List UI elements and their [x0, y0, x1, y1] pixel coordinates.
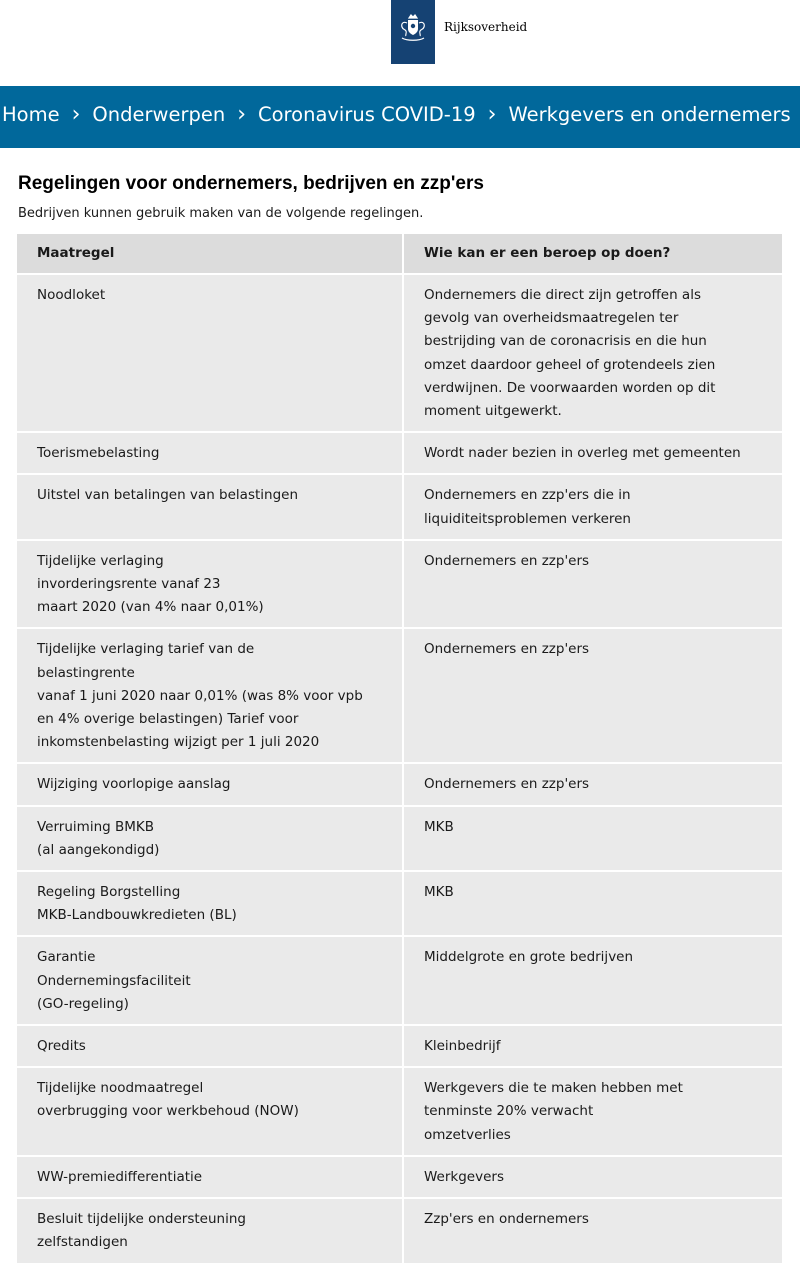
chevron-right-icon: ›: [71, 102, 81, 127]
cell-who: [404, 433, 782, 475]
cell-measure: [17, 807, 404, 872]
table-row: [17, 629, 782, 764]
table-row: [17, 475, 782, 540]
table-row: [17, 872, 782, 937]
breadcrumb-onderwerpen[interactable]: Onderwerpen: [92, 103, 226, 126]
cell-text-line: liquiditeitsproblemen verkeren: [424, 510, 631, 527]
cell-text-line: Regeling Borgstelling: [37, 884, 181, 901]
cell-measure: [17, 1068, 404, 1157]
cell-text-line: Uitstel van betalingen van belastingen: [37, 487, 299, 504]
cell-who: [404, 764, 782, 806]
cell-measure: [17, 433, 404, 475]
cell-measure: [17, 1026, 404, 1068]
cell-text-line: Tijdelijke verlaging: [37, 552, 164, 569]
cell-who: [404, 937, 782, 1026]
cell-text-line: Tijdelijke verlaging tarief van de: [37, 641, 255, 658]
cell-text-line: en 4% overige belastingen) Tarief voor: [37, 711, 299, 728]
table-body: [17, 275, 782, 1265]
table-header-row: [17, 234, 782, 275]
cell-who: [404, 1026, 782, 1068]
cell-who: [404, 807, 782, 872]
cell-who: [404, 1068, 782, 1157]
cell-text-line: gevolg van overheidsmaatregelen ter: [424, 310, 679, 327]
page-title: Regelingen voor ondernemers, bedrijven en zzp'ers: [18, 173, 484, 194]
table-row: [17, 1026, 782, 1068]
cell-measure: [17, 541, 404, 630]
cell-text-line: verdwijnen. De voorwaarden worden op dit: [424, 379, 716, 396]
cell-text-line: maart 2020 (van 4% naar 0,01%): [37, 599, 264, 616]
table-row: [17, 807, 782, 872]
cell-text-line: Zzp'ers en ondernemers: [424, 1211, 589, 1228]
cell-measure: [17, 764, 404, 806]
column-header-who: Wie kan er een beroep op doen?: [404, 234, 782, 275]
cell-who: [404, 1157, 782, 1199]
breadcrumb-werkgevers[interactable]: Werkgevers en ondernemers: [508, 103, 791, 126]
cell-measure: [17, 275, 404, 433]
cell-text-line: omzetverlies: [424, 1126, 511, 1143]
cell-text-line: (GO-regeling): [37, 995, 129, 1012]
brand-name: Rijksoverheid: [444, 20, 528, 34]
breadcrumb-coronavirus[interactable]: Coronavirus COVID-19: [258, 103, 476, 126]
cell-measure: [17, 629, 404, 764]
table-row: [17, 764, 782, 806]
cell-text-line: Werkgevers die te maken hebben met: [424, 1080, 683, 1097]
main-content: [0, 148, 800, 1255]
cell-text-line: Middelgrote en grote bedrijven: [424, 949, 634, 966]
cell-who: [404, 872, 782, 937]
cell-text-line: bestrijding van de coronacrisis en die hun: [424, 333, 707, 350]
chevron-right-icon: ›: [487, 102, 497, 127]
cell-text-line: overbrugging voor werkbehoud (NOW): [37, 1103, 299, 1120]
cell-text-line: Ondernemers en zzp'ers: [424, 641, 590, 658]
intro-text: Bedrijven kunnen gebruik maken van de volgende regelingen.: [18, 206, 424, 221]
cell-who: [404, 629, 782, 764]
cell-text-line: MKB: [424, 884, 454, 901]
cell-who: [404, 275, 782, 433]
cell-text-line: omzet daardoor geheel of grotendeels zien: [424, 356, 716, 373]
cell-who: [404, 541, 782, 630]
table-row: [17, 275, 782, 433]
cell-who: [404, 475, 782, 540]
cell-text-line: Werkgevers: [424, 1168, 504, 1185]
breadcrumb: [0, 86, 800, 148]
cell-text-line: MKB-Landbouwkredieten (BL): [37, 907, 237, 924]
cell-text-line: Wordt nader bezien in overleg met gemeenten: [424, 445, 741, 462]
chevron-right-icon: ›: [237, 102, 247, 127]
column-header-measure: Maatregel: [17, 234, 404, 275]
cell-text-line: Noodloket: [37, 287, 106, 303]
cell-measure: [17, 937, 404, 1026]
table-row: [17, 433, 782, 475]
cell-text-line: Besluit tijdelijke ondersteuning: [37, 1211, 246, 1228]
cell-text-line: Ondernemers en zzp'ers: [424, 776, 590, 793]
cell-text-line: moment uitgewerkt.: [424, 403, 562, 420]
table-row: [17, 1068, 782, 1157]
cell-text-line: MKB: [424, 818, 454, 835]
table-row: [17, 1157, 782, 1199]
cell-text-line: Qredits: [37, 1038, 86, 1055]
cell-text-line: Wijziging voorlopige aanslag: [37, 776, 231, 793]
cell-text-line: inkomstenbelasting wijzigt per 1 juli 2020: [37, 734, 320, 751]
cell-text-line: invorderingsrente vanaf 23: [37, 576, 221, 593]
cell-measure: [17, 1157, 404, 1199]
cell-text-line: WW-premiedifferentiatie: [37, 1168, 203, 1185]
cell-text-line: Ondernemers en zzp'ers: [424, 552, 590, 569]
site-header: [0, 0, 800, 86]
cell-text-line: Ondernemers en zzp'ers die in: [424, 487, 631, 504]
cell-text-line: Garantie: [37, 949, 96, 966]
cell-text-line: vanaf 1 juni 2020 naar 0,01% (was 8% voor vpb: [37, 687, 363, 704]
cell-text-line: Ondernemers die direct zijn getroffen als: [424, 287, 701, 303]
table-row: [17, 937, 782, 1026]
cell-text-line: (al aangekondigd): [37, 841, 160, 858]
royal-coat-of-arms-icon: [397, 14, 429, 44]
breadcrumb-home[interactable]: Home: [2, 103, 60, 126]
table-row: [17, 541, 782, 630]
cell-text-line: Kleinbedrijf: [424, 1038, 501, 1055]
cell-measure: [17, 475, 404, 540]
regulations-table: [17, 234, 782, 1265]
cell-text-line: tenminste 20% verwacht: [424, 1103, 594, 1120]
cell-text-line: belastingrente: [37, 664, 135, 681]
cell-text-line: Toerismebelasting: [37, 445, 160, 462]
logo[interactable]: [391, 0, 435, 64]
cell-measure: [17, 872, 404, 937]
cell-text-line: zelfstandigen: [37, 1234, 128, 1251]
cell-text-line: Verruiming BMKB: [37, 818, 155, 835]
cell-text-line: Ondernemingsfaciliteit: [37, 972, 191, 989]
cell-text-line: Tijdelijke noodmaatregel: [37, 1080, 204, 1097]
